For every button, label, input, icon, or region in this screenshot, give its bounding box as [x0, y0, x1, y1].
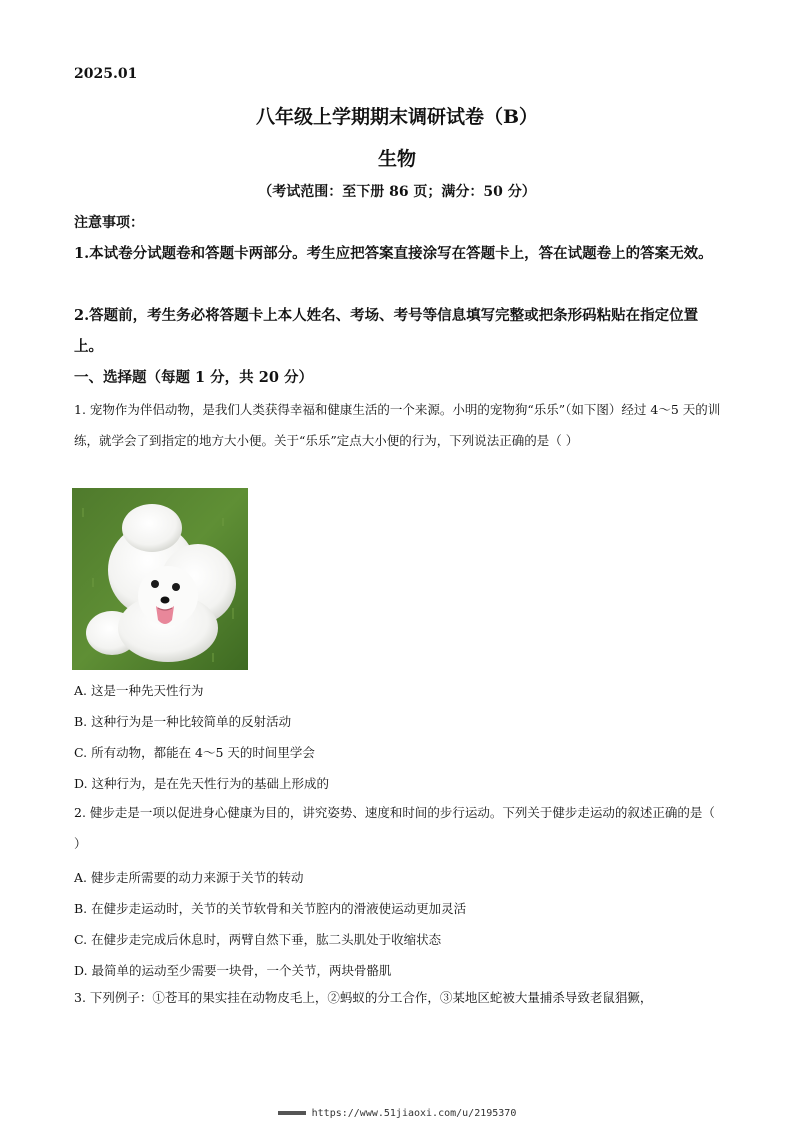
- dog-photo: [72, 488, 248, 670]
- q2-option-d: D. 最简单的运动至少需要一块骨，一个关节，两块骨骼肌: [74, 963, 392, 978]
- exam-date: 2025.01: [74, 66, 138, 82]
- q1-option-c: C. 所有动物，都能在 4～5 天的时间里学会: [74, 745, 315, 760]
- question-1-stem: 1. 宠物作为伴侣动物，是我们人类获得幸福和健康生活的一个来源。小明的宠物狗“乐乐”（如下图）经过 4～5 天的训练，就学会了到指定的地方大小便。关于“乐乐”定点大小便的行为，下列说法正确的是（ ）: [74, 402, 721, 448]
- section-heading: 一、选择题（每题 1 分，共 20 分）: [74, 369, 313, 386]
- notice-item-1: 1.本试卷分试题卷和答题卡两部分。考生应把答案直接涂写在答题卡上，答在试题卷上的答案无效。: [74, 245, 713, 262]
- q2-option-a: A. 健步走所需要的动力来源于关节的转动: [74, 870, 304, 885]
- exam-title: 八年级上学期期末调研试卷（B）: [255, 106, 539, 128]
- q2-option-b: B. 在健步走运动时，关节的关节软骨和关节腔内的滑液使运动更加灵活: [74, 901, 467, 916]
- exam-scope: （考试范围：至下册 86 页；满分：50 分）: [258, 184, 536, 200]
- question-3-stem: 3. 下列例子：①苍耳的果实挂在动物皮毛上，②蚂蚁的分工合作，③某地区蛇被大量捕杀导致老鼠猖獗，: [74, 990, 653, 1005]
- q1-option-a: A. 这是一种先天性行为: [74, 683, 204, 698]
- q1-option-d: D. 这种行为，是在先天性行为的基础上形成的: [74, 776, 330, 791]
- notice-heading: 注意事项：: [74, 215, 144, 231]
- q2-option-c: C. 在健步走完成后休息时，两臂自然下垂，肱二头肌处于收缩状态: [74, 932, 442, 947]
- notice-item-2: 2.答题前，考生务必将答题卡上本人姓名、考场、考号等信息填写完整或把条形码粘贴在指定位置上。: [74, 307, 699, 355]
- exam-subject: 生物: [377, 148, 416, 170]
- q1-option-b: B. 这种行为是一种比较简单的反射活动: [74, 714, 292, 729]
- watermark-icon: [278, 1111, 306, 1115]
- question-2-stem: 2. 健步走是一项以促进身心健康为目的，讲究姿势、速度和时间的步行运动。下列关于健步走运动的叙述正确的是（ ）: [74, 805, 715, 851]
- page-footer: [0, 1108, 794, 1119]
- footer-url[interactable]: https://www.51jiaoxi.com/u/2195370: [311, 1108, 517, 1119]
